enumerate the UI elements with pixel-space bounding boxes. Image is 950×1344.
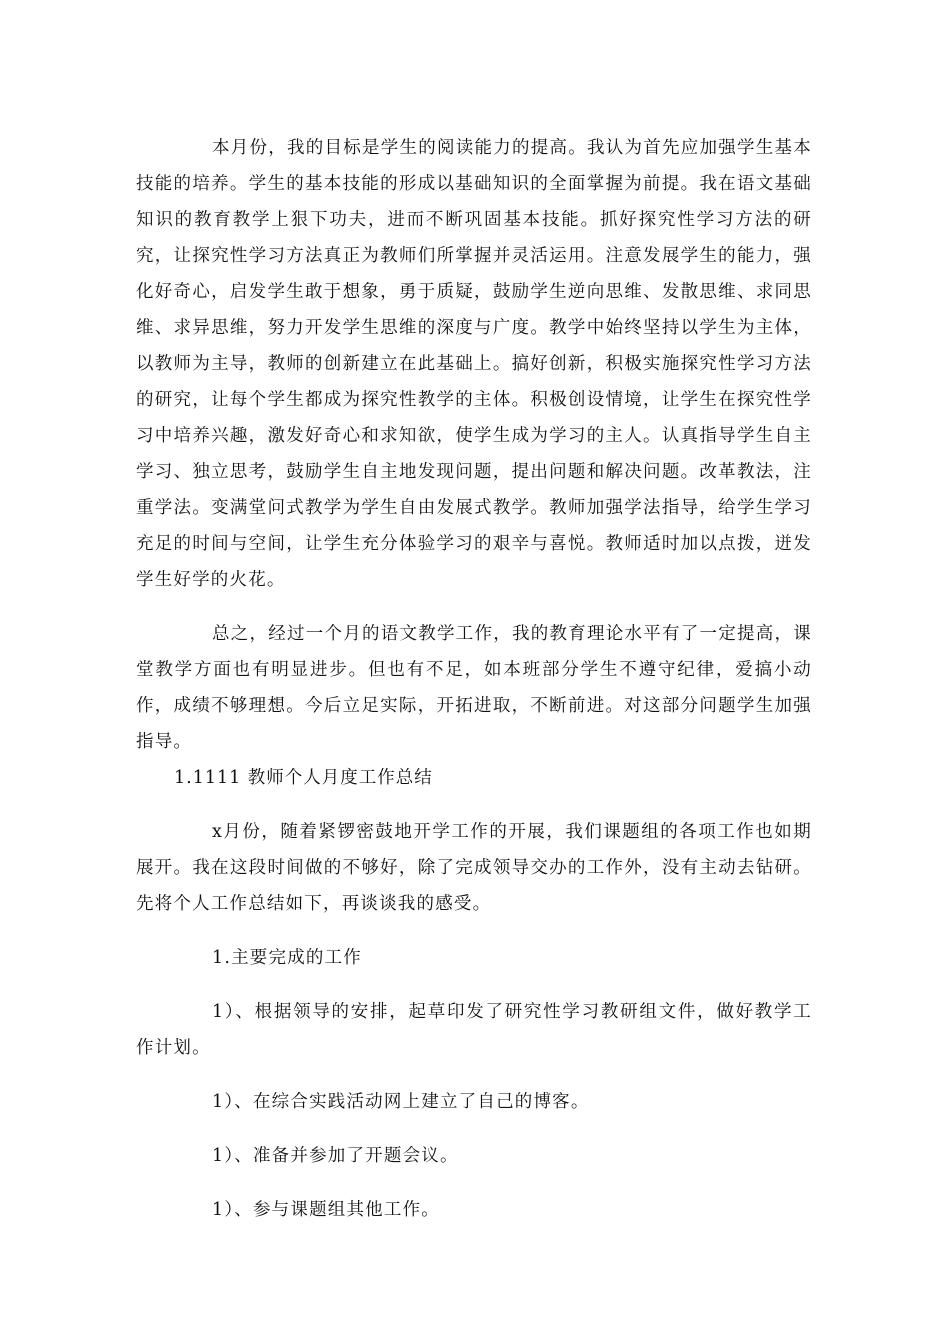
list-item: 1）、参与课题组其他工作。 [212, 1200, 440, 1220]
list-item: 1）、根据领导的安排，起草印发了研究性学习教研组文件，做好教学工作计划。 [136, 1002, 812, 1058]
document-page [136, 130, 812, 1228]
intro-paragraph: x月份，随着紧锣密鼓地开学工作的开展，我们课题组的各项工作也如期展开。我在这段时间做的不够好，除了完成领导交办的工作外，没有主动去钻研。先将个人工作总结如下，再谈谈我的感受。 [136, 822, 812, 914]
body-paragraph: 总之，经过一个月的语文教学工作，我的教育理论水平有了一定提高，课堂教学方面也有明显进步。但也有不足，如本班部分学生不遵守纪律，爱搞小动作，成绩不够理想。今后立足实际，开拓进取，不断前进。对这部分问题学生加强指导。 [136, 624, 812, 752]
subheading: 1.主要完成的工作 [212, 948, 362, 968]
section-heading: 1.1111 教师个人月度工作总结 [174, 768, 433, 788]
body-paragraph: 本月份，我的目标是学生的阅读能力的提高。我认为首先应加强学生基本技能的培养。学生的基本技能的形成以基础知识的全面掌握为前提。我在语文基础知识的教育教学上狠下功夫，进而不断巩固基本技能。抓好探究性学习方法的研究，让探究性学习方法真正为教师们所掌握并灵活运用。注意发展学生的能力，强化好奇心，启发学生敢于想象，勇于质疑，鼓励学生逆向思维、发散思维、求同思维、求异思维，努力开发学生思维的深度与广度。教学中始终坚持以学生为主体，以教师为主导，教师的创新建立在此基础上。搞好创新，积极实施探究性学习方法的研究，让每个学生都成为探究性教学的主体。积极创设情境，让学生在探究性学习中培养兴趣，激发好奇心和求知欲，使学生成为学习的主人。认真指导学生自主学习、独立思考，鼓励学生自主地发现问题，提出问题和解决问题。改革教法，注重学法。变满堂问式教学为学生自由发展式教学。教师加强学法指导，给学生学习充足的时间与空间，让学生充分体验学习的艰辛与喜悦。教师适时加以点拨，迸发学生好学的火花。 [136, 138, 812, 590]
list-item: 1）、准备并参加了开题会议。 [212, 1146, 459, 1166]
list-item: 1）、在综合实践活动网上建立了自己的博客。 [212, 1092, 590, 1112]
